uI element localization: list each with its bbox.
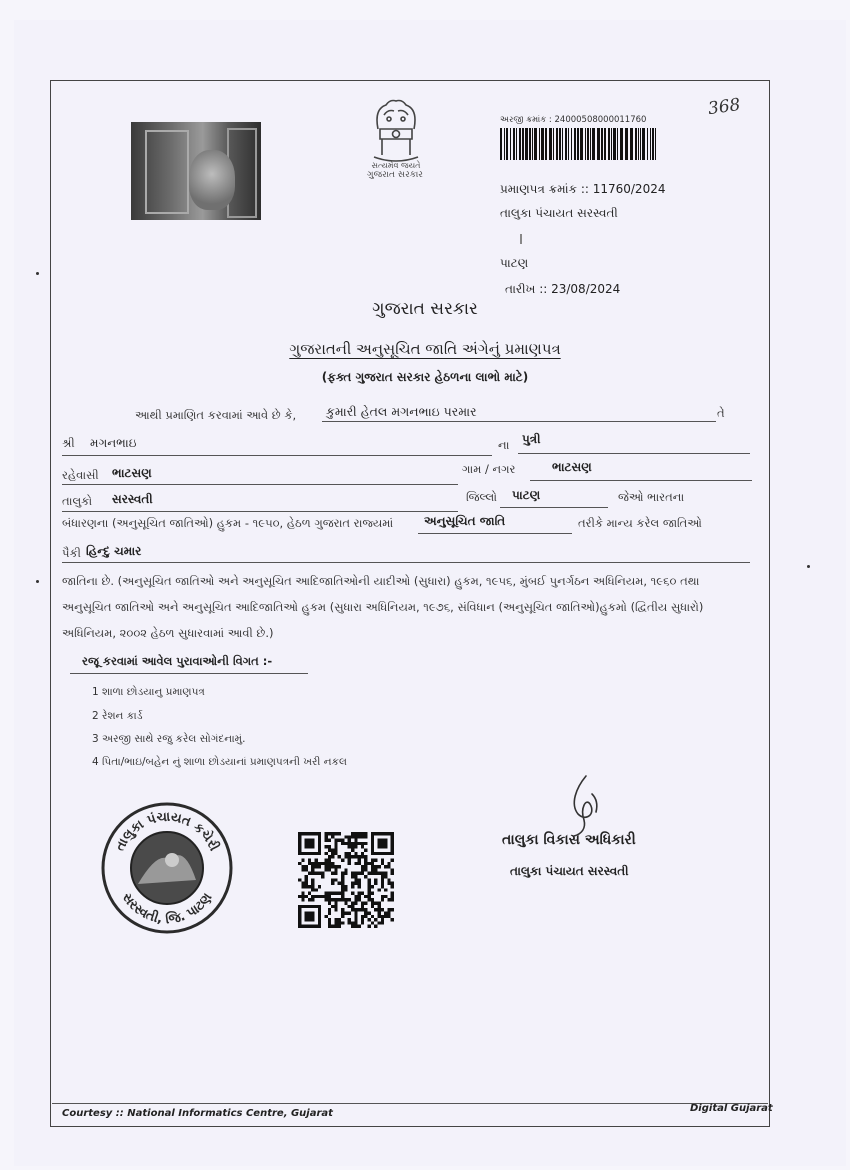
speck [36,272,39,275]
legal-line-2: અનુસૂચિત જાતિઓ અને અનુસૂચિત આદિજાતિઓ હુકમ (સુધારા અધિનિયમ, ૧૯૭૬, સંવિધાન (અનુસૂચિત જાતિઓ)હુકમો (દ્વિતીય સુધારો) [62,600,704,614]
digital-gujarat-text: Digital Gujarat [690,1103,773,1114]
village: ભાટસણ [552,460,592,474]
qr-code [298,832,394,928]
resident-underline [62,484,458,485]
resident: ભાટસણ [112,466,152,480]
certificate-number: પ્રમાણપત્ર ક્રમાંક :: 11760/2024 [500,182,666,196]
footer-divider [52,1103,768,1104]
issue-date: તારીખ :: 23/08/2024 [505,282,621,296]
applicant-photo [131,122,261,220]
document-item: 2 રેશન કાર્ડ [92,710,143,722]
document-item: 1 શાળા છોડયાનુ પ્રમાણપત્ર [92,686,205,698]
svg-text:તાલુકા પંચાયત કચેરી: તાલુકા પંચાયત કચેરી [112,809,222,854]
legal-line-3: અધિનિયમ, ૨૦૦૨ હેઠળ સુધારવામાં આવી છે.) [62,626,274,640]
relation: પુત્રી [522,432,541,446]
applicant-name: કુમારી હેતલ મગનભાઇ પરમાર [326,404,477,419]
speck [36,580,39,583]
resident-label: રહેવાસી [62,468,99,482]
caste: હિન્દુ ચમાર [86,544,142,558]
te-label: તે [717,406,725,420]
category-underline [418,533,572,534]
name-underline [322,421,716,422]
signature [556,774,606,840]
state-emblem-icon [360,95,432,169]
certify-label: આથી પ્રમાણિત કરવામાં આવે છે કે, [135,408,297,422]
constitution-label: બંધારણના (અનુસૂચિત જાતિઓ) હુકમ - ૧૯૫૦, હેઠળ ગુજરાત રાજ્યમાં [62,516,394,530]
ink-mark [520,234,522,244]
svg-text:સરસ્વતી, જિ. પાટણ: સરસ્વતી, જિ. પાટણ [118,890,216,928]
village-label: ગામ / નગર [462,462,516,476]
place: પાટણ [500,256,529,270]
village-underline [530,480,752,481]
handwritten-number: 368 [706,94,742,120]
taluka-label: તાલુકો [62,494,93,508]
document-item: 3 અરજી સાથે રજુ કરેલ સોગંદનામું. [92,733,246,745]
legal-line-1: જાતિના છે. (અનુસૂચિત જાતિઓ અને અનુસૂચિત આદિજાતિઓની યાદીઓ (સુધારા) હુકમ, ૧૯૫૬, મુંબઈ પુનર્ગઠન અધિનિયમ, ૧૯૬૦ તથા [62,574,700,588]
legal-paragraph [62,568,752,646]
certificate-subtitle: (ફક્ત ગુજરાત સરકાર હેઠળના લાભો માટે) [321,370,529,384]
issuing-office: તાલુકા પંચાયત સરસ્વતી [500,206,618,220]
father-name: મગનભાઇ [90,436,137,450]
taluka-panchayat-seal [98,800,236,936]
district: પાટણ [512,488,541,502]
certificate-title: ગુજરાતની અનુસૂચિત જાતિ અંગેનું પ્રમાણપત્ર [289,340,561,358]
signing-officer: તાલુકા વિકાસ અધિકારી [502,832,636,848]
taluka-underline [62,511,458,512]
speck [807,565,810,568]
courtesy-text: Courtesy :: National Informatics Centre, Gujarat [62,1108,333,1119]
svg-text:સત્યમેવ જયતે: સત્યમેવ જયતે [371,161,421,169]
paiki-label: પૈકી [62,546,81,560]
application-number: અરજી ક્રમાંક : 24000508000011760 [500,115,647,125]
na-label: ના [498,438,510,452]
government-title: ગુજરાત સરકાર [372,299,478,319]
father-underline [62,455,492,456]
category: અનુસૂચિત જાતિ [424,514,506,528]
recognized-label: તરીકે માન્ય કરેલ જાતિઓ [578,516,702,530]
district-label: જિલ્લો [466,490,498,504]
document-item: 4 પિતા/ભાઇ/બહેન નું શાળા છોડયાનાં પ્રમાણપત્રની ખરી નકલ [92,756,347,768]
shri-label: શ્રી [62,436,75,450]
emblem-caption: ગુજરાત સરકાર [367,170,423,180]
documents-underline [70,673,308,674]
relation-underline [518,453,750,454]
barcode [500,128,658,160]
india-label: જેઓ ભારતના [618,490,685,504]
caste-underline [62,562,750,563]
signing-office: તાલુકા પંચાયત સરસ્વતી [510,864,629,878]
taluka: સરસ્વતી [112,492,153,506]
district-underline [500,507,608,508]
documents-title: રજૂ કરવામાં આવેલ પુરાવાઓની વિગત :- [82,654,273,668]
